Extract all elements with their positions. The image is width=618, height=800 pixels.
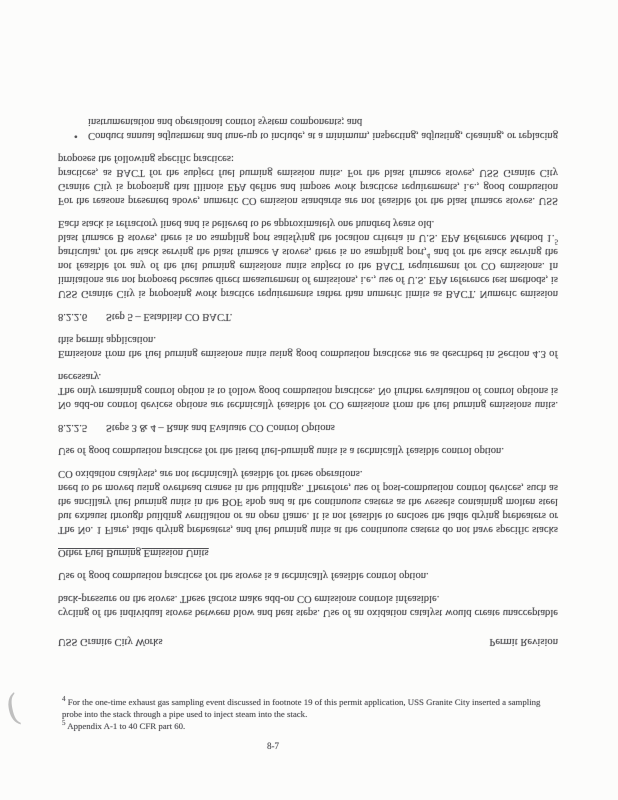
footnote-ref-4: 4 xyxy=(426,251,431,260)
paragraph-text: and for the stack serving the blast furnace B stoves, there is no sampling port satisfying the location criteria in U.S. EPA Reference Method 1. xyxy=(58,232,558,257)
paragraph-text: USS Granite City is proposing work practice requirements rather than numeric limits as BACT. Numeric emission limitations are not proposed because direct measurement of emissions, i.e., use of U.S. EPA reference test methods, is not feasible for any of the fuel burning emissions units subject to the BACT requirement for CO emissions. In particular, for the stack serving the blast furnace A stoves, there is no sampling port, xyxy=(58,246,558,299)
scan-artifact-mark: ( xyxy=(1,686,25,731)
bullet-icon: • xyxy=(74,130,78,141)
header-left-title: USS Granite City Works xyxy=(58,636,163,647)
page-number: 8-7 xyxy=(267,741,279,751)
section-number: 8.2.2.6 xyxy=(58,311,88,322)
footnote-4 xyxy=(62,697,558,721)
footnote-marker-5: 5 xyxy=(62,718,66,727)
paragraph-continued-from-previous-page: cycling of the individual stoves between blow and heat steps. Use of an oxidation catalyst would create unacceptable back-pressure on the stoves. These factors make add-on CO emissions controls infeasible. xyxy=(58,593,558,618)
paragraph-emissions-described: Emissions from the fuel burning emissions units using good combustion practices are as described in Section 4.3 of this permit application. xyxy=(58,334,558,359)
section-title: Steps 3 & 4 – Rank and Evaluate CO Control Options xyxy=(106,422,335,433)
footnote-ref-5: 5 xyxy=(554,237,558,246)
paragraph-work-practice-bact xyxy=(58,216,558,300)
footnotes-block xyxy=(62,697,558,732)
header-right-title: Permit Revision xyxy=(489,636,558,647)
footnote-text: Appendix A-1 to 40 CFR part 60. xyxy=(65,720,186,731)
footnote-5 xyxy=(62,718,558,733)
bullet-item-tune-up xyxy=(58,114,558,142)
heading-steps-3-4 xyxy=(58,420,558,434)
heading-other-fuel-burning-units: Other Fuel Burning Emission Units xyxy=(58,547,209,558)
paragraph-stoves-good-combustion: Use of good combustion practices for the stoves is a technically feasible control option. xyxy=(58,570,429,581)
footnote-text: For the one-time exhaust gas sampling event discussed in footnote 19 of this permit application, USS Granite City inserted a sampling probe into the stack through a pipe used to inject steam into the stack. xyxy=(62,697,541,719)
paragraph-text: Each stack is refractory lined and is believed to be approximately one hundred years old. xyxy=(58,218,435,229)
paragraph-listed-units-good-combustion: Use of good combustion practices for the listed fuel-burning units is a technically feasible control option. xyxy=(58,445,505,456)
bullet-text: Conduct annual adjustment and tune-up to include, at a minimum, inspecting, adjusting, cleaning, or replacing instrumentation and operational control system components; and xyxy=(88,116,558,141)
heading-step-5 xyxy=(58,309,558,323)
footnote-marker-4: 4 xyxy=(62,695,66,704)
paragraph-no-addon-controls: No add-on control devices options are technically feasible for CO emissions from the fuel burning emissions units. The only remaining control option is to follow good combustion practices. No further evaluation of control options is necessary. xyxy=(58,371,558,410)
section-number: 8.2.2.5 xyxy=(58,422,88,433)
flipped-document-body xyxy=(58,50,558,648)
section-title: Step 5 – Establish CO BACT. xyxy=(106,311,233,322)
paragraph-reasons-work-practices: For the reasons presented above, numeric CO emission standards are not feasible for the blast furnace stoves. USS Granite City is proposing that Illinois EPA define and impose work practices requirements, i.e., good combustion practices, as BACT for the subject fuel burning emission units. For the blast furnace stoves, USS Granite City proposes the following specific practices: xyxy=(58,153,558,206)
document-header xyxy=(58,634,558,648)
paragraph-flare-preheaters: The No. 1 Flare, ladle drying preheaters, and fuel burning units at the continuous casters do not have specific stacks but exhaust through building ventilation or an open flame. It is not feasible to enclose the ladle drying preheaters or the ancillary fuel burning units in the BOF shop and at the continuous casters as the vessels containing molten steel need to be moved using overhead cranes in the buildings. Therefore, use of post-combustion control devices, such as CO oxidation catalysts, are not technically feasible for these operations. xyxy=(58,468,558,535)
